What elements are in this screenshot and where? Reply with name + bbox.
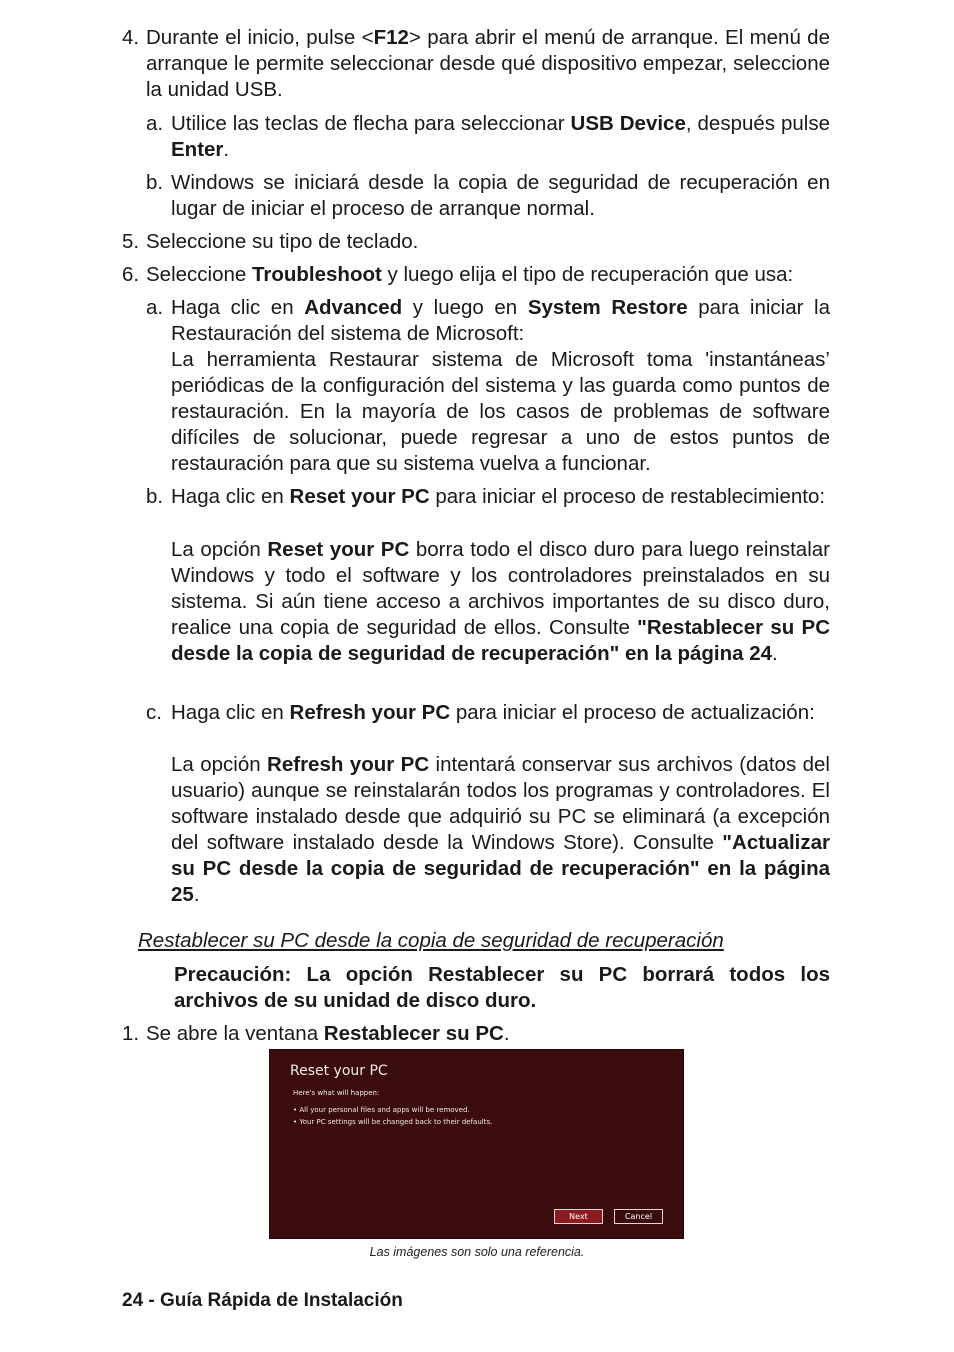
step-6b-text: Haga clic en Reset your PC para iniciar el proceso de restablecimiento: xyxy=(171,485,826,508)
cross-reference: "Actualizar su PC desde la copia de seguridad de recuperación" en la página 25 xyxy=(171,831,830,906)
page-footer: 24 - Guía Rápida de Instalación xyxy=(122,1290,403,1311)
reset-pc-bullet: • Your PC settings will be changed back to their defaults. xyxy=(293,1118,493,1126)
caution-note: Precaución: La opción Restablecer su PC borrará todos los archivos de su unidad de disco duro. xyxy=(174,963,830,1012)
cancel-button[interactable]: Cancel xyxy=(614,1209,663,1224)
step-4b-text: Windows se iniciará desde la copia de seguridad de recuperación en lugar de iniciar el proceso de arranque normal. xyxy=(171,171,830,220)
substep-letter: a. xyxy=(146,296,164,319)
step-number: 1. xyxy=(122,1022,140,1045)
section-heading: Restablecer su PC desde la copia de seguridad de recuperación xyxy=(138,929,724,952)
step-number: 4. xyxy=(122,26,140,49)
substep-letter: a. xyxy=(146,112,164,135)
step-6-text: Seleccione Troubleshoot y luego elija el tipo de recuperación que usa: xyxy=(146,263,794,286)
next-button[interactable]: Next xyxy=(554,1209,603,1224)
step-5-text: Seleccione su tipo de teclado. xyxy=(146,230,419,253)
image-caption: Las imágenes son solo una referencia. xyxy=(369,1245,585,1259)
reset-pc-bullet: • All your personal files and apps will be removed. xyxy=(293,1106,470,1114)
step-6a-text: Haga clic en Advanced y luego en System Restore para iniciar la Restauración del sistema de Microsoft: xyxy=(171,296,831,345)
step-6c-description: La opción Refresh your PC intentará conservar sus archivos (datos del usuario) aunque se reinstalarán todos los programas y controladores. El software instalado desde que adquirió su PC se eliminará (a excepción del software instalado desde la Windows Store). Consulte "Actualizar su PC desde la copia de seguridad de recuperación" en la página 25. xyxy=(171,753,830,906)
step-6b-description: La opción Reset your PC borra todo el disco duro para luego reinstalar Windows y todo el software y los controladores preinstalados en su sistema. Si aún tiene acceso a archivos importantes de su disco duro, realice una copia de seguridad de ellos. Consulte "Restablecer su PC desde la copia de seguridad de recuperación" en la página 24. xyxy=(171,538,831,665)
substep-letter: c. xyxy=(146,701,162,724)
substep-letter: b. xyxy=(146,171,164,194)
step-number: 6. xyxy=(122,263,140,286)
reset-pc-screenshot xyxy=(269,1049,684,1239)
step-4a-text: Utilice las teclas de flecha para seleccionar USB Device, después pulse Enter. xyxy=(171,112,831,161)
step-6c-text: Haga clic en Refresh your PC para iniciar el proceso de actualización: xyxy=(171,701,815,724)
reset-pc-title: Reset your PC xyxy=(290,1063,388,1079)
cross-reference: "Restablecer su PC desde la copia de seguridad de recuperación" en la página 24 xyxy=(171,616,831,665)
substep-letter: b. xyxy=(146,485,164,508)
reset-pc-subtitle: Here's what will happen: xyxy=(293,1089,380,1097)
step-number: 5. xyxy=(122,230,140,253)
step-6a-description: La herramienta Restaurar sistema de Microsoft toma 'instantáneas’ periódicas de la configuración del sistema y las guarda como puntos de restauración. En la mayoría de los casos de problemas de software difíciles de solucionar, puede regresar a uno de estos puntos de restauración para que su sistema vuelva a funcionar. xyxy=(171,348,830,475)
step-4-text: Durante el inicio, pulse <F12> para abrir el menú de arranque. El menú de arranque le permite seleccionar desde qué dispositivo empezar, seleccione la unidad USB. xyxy=(146,26,830,101)
step-1-text: Se abre la ventana Restablecer su PC. xyxy=(146,1022,510,1045)
